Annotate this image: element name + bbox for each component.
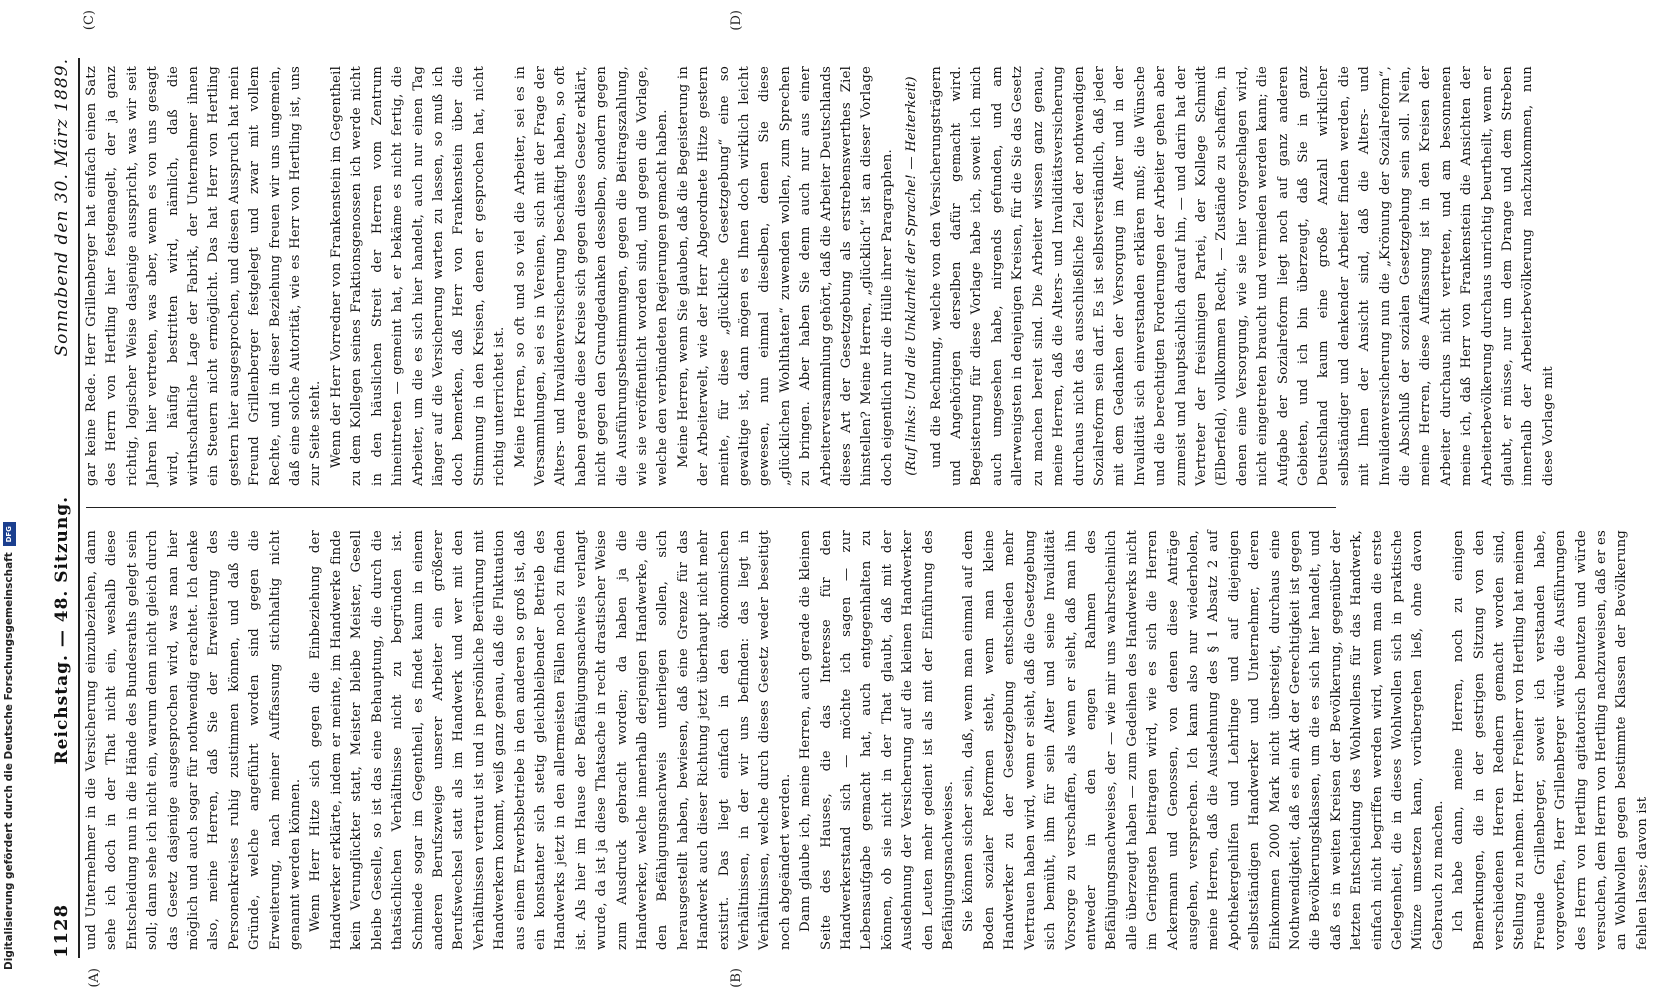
margin-marker-a: (A) bbox=[87, 968, 102, 988]
left-column-paragraph-2: Dann glaube ich, meine Herren, auch gerade die kleinen Seite des Hauses, die das Interesse für den Handwerkerstand sich — möchte ich sagen — zur Lebensaufgabe gemacht hat, auch entgegenhalten zu können, ob sie nicht in der That glaubt, daß mit der Ausdehnung der Versicherung auf die kleinen Handwerker den Leuten mehr gedient ist als mit der Einführung des Befähigungsnachweises. bbox=[798, 530, 957, 950]
left-column-paragraph-1: Wenn Herr Hitze sich gegen die Einbeziehung der Handwerker erklärte, indem er meinte, im Handwerke finde kein Verunglückter statt, Meister bleibe Meister, Gesell bleibe Geselle, so ist das eine Behauptung, die durch die thatsächlichen Verhältnisse nicht zu begründen ist. Schmiede sogar im Gegentheil, es findet kaum in einem anderen Berufszweige unserer Arbeiter ein größerer Berufswechsel statt als im Handwerk und wer mit den Verhältnissen vertraut ist und in persönliche Berührung mit Handwerkern kommt, weiß ganz genau, daß die Fluktuation aus einem Erwerbsbetriebe in den anderen so groß ist, daß ein konstanter sich stetig gleichbleibender Betrieb des Handwerks jetzt in den allermeisten Fällen noch zu finden ist. Als hier im Hause der Befähigungsnachweis verlangt wurde, da ist ja diese Thatsache in recht drastischer Weise zum Ausdruck gebracht worden; da haben ja die Handwerker, welche innerhalb derjenigen Handwerke, die den Befähigungsnachweis unterliegen sollen, sich herausgestellt haben, bewiesen, daß eine Grenze für das Handwerk auch dieser Richtung jetzt überhaupt nicht mehr existirt. Das liegt einfach in den ökonomischen Verhältnissen, in der wir uns befinden: das liegt in Verhältnissen, welche durch dieses Gesetz weder beseitigt noch abgeändert werden. bbox=[308, 530, 793, 950]
left-column-paragraph-0: und Unternehmer in die Versicherung einzubeziehen, dann sehe ich doch in der That nicht ein, weshalb diese Entscheidung nun in die Hände des Bundesraths gelegt sein soll; dann sehe ich nicht ein, warum denn nicht gleich durch das Gesetz dasjenige ausgesprochen wird, was man hier möglich und auch sogar für nothwendig erachtet. Ich denke also, meine Herren, daß Sie der Erweiterung des Personenkreises ruhig zustimmen können, und daß die Gründe, welche angeführt worden sind gegen die Erweiterung, nach meiner Auffassung stichhaltig nicht genannt werden können. bbox=[84, 530, 304, 950]
header-rule bbox=[79, 58, 81, 958]
credit-text: Digitalisierung gefördert durch die Deutsche Forschungsgemeinschaft bbox=[3, 552, 15, 970]
page-number: 1128 bbox=[51, 903, 72, 958]
left-column-paragraph-3: Sie können sicher sein, daß, wenn man einmal auf dem Boden sozialer Reformen steht, wenn man kleine Handwerker zu der Gesetzgebung entschieden mehr Vertrauen haben wird, wenn er sieht, daß die Gesetzgebung sich bemüht, ihm für sein Alter und seine Invalidität Vorsorge zu verschaffen, als wenn er sieht, daß man ihn entweder in den engen Rahmen des Befähigungsnachweises, der — wie mir uns wahrscheinlich alle überzeugt haben — zum Gedeihen des Handwerks nicht im Geringsten beitragen wird, wie es sich die Herren Ackermann und Genossen, von denen diese Anträge ausgehen, versprechen. Ich kann also nur wiederholen, meine Herren, daß die Ausdehnung des § 1 Absatz 2 auf Apothekergehilfen und Lehrlinge und auf diejenigen selbstständigen Handwerker und Unternehmer, deren Einkommen 2000 Mark nicht übersteigt, durchaus eine Nothwendigkeit, daß es ein Akt der Gerechtigkeit ist gegen die Bevölkerungsklassen, um die es sich hier handelt, und daß es in weiten Kreisen der Bevölkerung, gegenüber der letzten Entscheidung des Wohlwollens für das Handwerk, einfach nicht begriffen werden wird, wenn man die erste Gelegenheit, die in dieses Wohlwollen sich in praktische Münze umsetzen kann, vorübergehen ließ, ohne davon Gebrauch zu machen. bbox=[961, 530, 1446, 950]
digitization-credit bbox=[2, 250, 16, 970]
left-column-paragraph-4: Ich habe dann, meine Herren, noch zu einigen Bemerkungen, die in der gestrigen Sitzung von den verschiedenen Herren Rednern gemacht worden sind, Stellung zu nehmen. Herr Freiherr von Hertling hat meinem Freunde Grillenberger, soweit ich verstanden habe, vorgeworfen, Herr Grillenberger würde die Ausführungen des Herrn von Hertling agitatorisch benutzen und würde versuchen, dem Herrn von Hertling nachzuweisen, daß er es an Wohlwollen gegen bestimmte Klassen der Bevölkerung fehlen lasse; davon ist bbox=[1451, 530, 1650, 950]
right-column-paragraph-1: Wenn der Herr Vorredner von Frankenstein im Gegentheil zu dem Kollegen seines Fraktionsgenossen ich werde nicht in den häuslichen Streit der Herren vom Zentrum hineintreten — gemeint hat, er bekäme es nicht fertig, die Arbeiter, um die es sich hier handelt, auch nur einen Tag länger auf die Versicherung warten zu lassen, so muß ich doch bemerken, daß Herr von Frankenstein über die Stimmung in den Kreisen, denen er gesprochen hat, nicht richtig unterrichtet ist. bbox=[328, 66, 508, 486]
right-column bbox=[82, 66, 1556, 486]
column-divider bbox=[86, 507, 1336, 508]
session-title: Reichstag. — 48. Sitzung. bbox=[52, 495, 72, 765]
right-column-paragraph-5: und die Rechnung, welche von den Versicherungsträgern und Angehörigen derselben dafür gemacht wird. Begeisterung für diese Vorlage habe ich, soweit ich mich auch umgesehen habe, nirgends gefunden, und am allerwenigsten in denjenigen Kreisen, für die Sie das Gesetz zu machen bereit sind. Die Arbeiter wissen ganz genau, meine Herren, daß die Alters- und Invaliditätsversicherung durchaus nicht das ausschließliche Ziel der nothwendigen Sozialreform sein darf. Es ist selbstverständlich, daß jeder mit dem Gedanken der Versorgung im Alter und in der Invalidität sich einverstanden erklären muß; die Wünsche und die berechtigten Forderungen der Arbeiter gehen aber zumeist und hauptsächlich darauf hin, — und darin hat der Vertreter der freisinnigen Partei, der Kollege Schmidt (Elberfeld), vollkommen Recht, — Zustände zu schaffen, in denen eine Versorgung, wie sie hier vorgeschlagen wird, nicht eingetreten braucht und vermieden werden kann; die Aufgabe der Sozialreform liegt noch auf ganz anderen Gebieten, und ich bin überzeugt, daß Sie in ganz Deutschland kaum eine große Anzahl wirklicher selbständiger und denkender Arbeiter finden werden, die mit Ihnen der Ansicht sind, daß die Alters- und Invalidenversicherung nun die „Krönung der Sozialreform“, die Abschluß der sozialen Gesetzgebung sein soll. Nein, meine Herren, diese Auffassung ist in den Kreisen der Arbeiter durchaus nicht vertreten, und am besonnenen meine ich, daß Herr von Frankenstein die Ansichten der Arbeiterbevölkerung durchaus unrichtig beurtheilt, wenn er glaubt, er müsse, nur um dem Drange und dem Streben innerhalb der Arbeiterbevölkerung nachzukommen, nun diese Vorlage mit bbox=[928, 66, 1556, 486]
right-column-paragraph-4: (Ruf links: Und die Unklarheit der Sprache! — Heiterkeit) bbox=[904, 76, 920, 476]
right-column-paragraph-0: gar keine Rede. Herr Grillenberger hat einfach einen Satz des Herrn von Hertling hier festgenagelt, der ja ganz richtig, logischer Weise dasjenige ausspricht, was wir seit Jahren hier vertreten, was aber, wenn es von uns gesagt wird, häufig bestritten wird, nämlich, daß die wirthschaftliche Lage der Fabrik, der Unternehmer ihnen ein Steuern nicht ermöglicht. Das hat Herr von Hertling gestern hier ausgesprochen, und diesen Ausspruch hat mein Freund Grillenberger festgelegt und zwar mit vollem Rechte, und in dieser Beziehung freuen wir uns ungemein, daß eine solche Autorität, wie es Herr von Hertling ist, uns zur Seite steht. bbox=[84, 66, 324, 486]
margin-marker-c: (C) bbox=[82, 10, 97, 31]
margin-marker-d: (D) bbox=[729, 10, 744, 31]
right-column-paragraph-2: Meine Herren, so oft und so viel die Arbeiter, sei es in Versammlungen, sei es in Vereinen, sich mit der Frage der Alters- und Invalidenversicherung beschäftigt haben, so oft haben gerade diese Kreise sich gegen dieses Gesetz erklärt, nicht gegen den Grundgedanken desselben, sondern gegen die Ausführungsbestimmungen, gegen die Beitragszahlung, wie sie veröffentlicht worden sind, und gegen die Vorlage, welche den verbündeten Regierungen gemacht haben. bbox=[512, 66, 671, 486]
right-column-paragraph-3: Meine Herren, wenn Sie glauben, daß die Begeisterung in der Arbeiterwelt, wie der Herr Abgeordnete Hitze gestern meinte, für diese „glückliche Gesetzgebung“ eine so gewaltige ist, dann mögen es Ihnen doch wirklich leicht gewesen, nun einmal dieselben, denen Sie diese „glücklichen Wohlthaten“ zuwenden wollen, zum Sprechen zu bringen. Aber haben Sie denn auch nur aus einer Arbeiterversammlung gehört, daß die Arbeiter Deutschlands dieses Art der Gesetzgebung als erstrebenswerthes Ziel hinstellen? Meine Herren, „glücklich“ ist an dieser Vorlage doch eigentlich nur die Hülle ihrer Paragraphen. bbox=[675, 66, 895, 486]
left-column bbox=[82, 530, 1650, 950]
running-header bbox=[44, 58, 72, 958]
session-date: Sonnabend den 30. März 1889. bbox=[52, 58, 72, 357]
dfg-logo-icon: DFG bbox=[3, 522, 16, 546]
margin-marker-b: (B) bbox=[729, 968, 744, 988]
